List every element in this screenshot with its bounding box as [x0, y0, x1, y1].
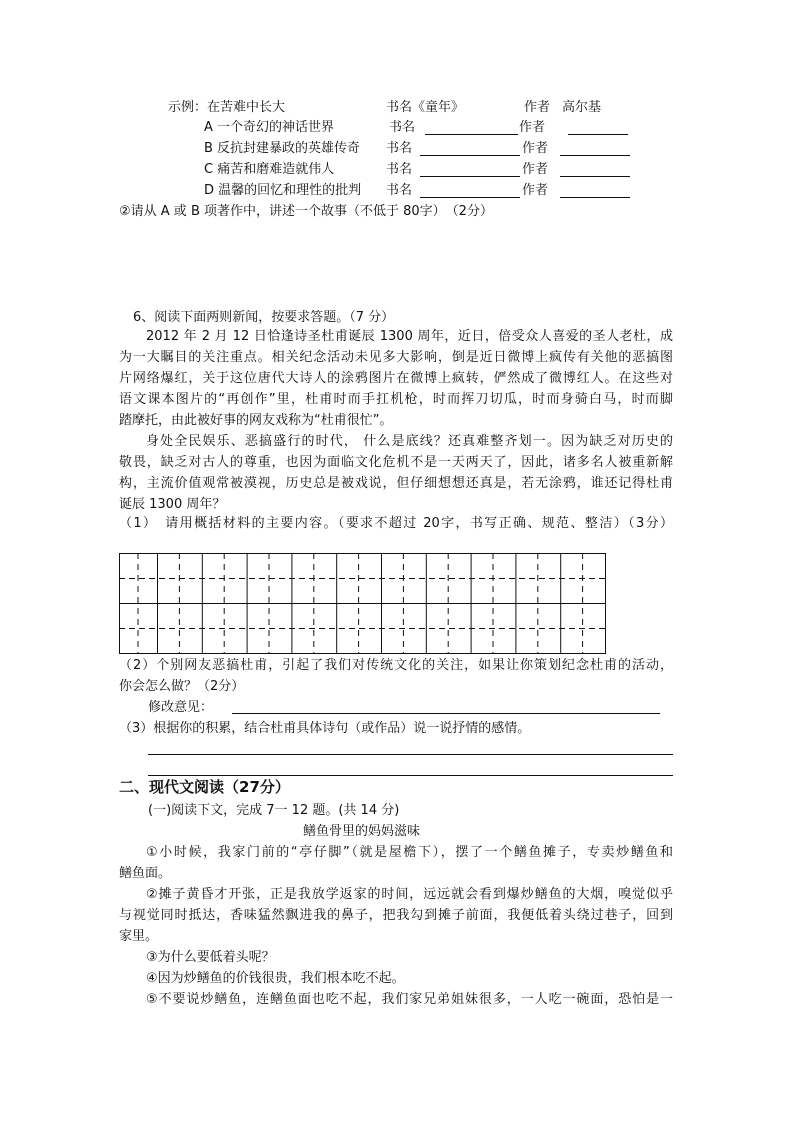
story-question: ②请从 A 或 B 项著作中，讲述一个故事（不低于 80字） （2分） [119, 204, 493, 219]
para1-line: 片网络爆红，关于这位唐代大诗人的涂鸦图片在微博上疯转，俨然成了微博红人。在这些对 [119, 371, 673, 386]
option-a: A 一个奇幻的神话世界 [204, 120, 335, 135]
section-intro: (一)阅读下文，完成 7一 12 题。(共 14 分) [148, 803, 400, 818]
para2-line: 诞辰 1300 周年？ [119, 497, 226, 512]
book-label-b: 书名 [386, 141, 413, 156]
article-line: 鳝鱼面。 [119, 866, 172, 881]
article-line: ①小时候，我家门前的“亭仔脚”（就是屋檐下），摆了一个鳝鱼摊子，专卖炒鳝鱼和 [146, 845, 673, 860]
author-label-d: 作者 [522, 183, 549, 198]
example-author: 高尔基 [562, 100, 602, 115]
answer-line-2[interactable] [148, 775, 673, 776]
sub-question-2-line: 你会怎么做？（2分） [119, 679, 245, 694]
article-line: 与视觉同时抵达，香味猛然飘进我的鼻子，把我勾到摊子前面，我便低着头绕过巷子，回到 [119, 908, 673, 923]
author-blank-b[interactable] [560, 155, 630, 156]
author-blank-d[interactable] [560, 197, 630, 198]
book-label-a: 书名 [389, 120, 416, 135]
author-label-b: 作者 [522, 141, 549, 156]
section-heading: 二、现代文阅读（27分） [119, 778, 290, 796]
revise-blank[interactable] [232, 713, 660, 714]
author-label-a: 作者 [519, 120, 546, 135]
example-prefix: 示例：在苦难中长大 [168, 100, 286, 115]
book-blank-b[interactable] [420, 155, 520, 156]
book-label-c: 书名 [386, 162, 413, 177]
q6-title: 6、阅读下面两则新闻，按要求答题。（7 分） [133, 310, 395, 325]
book-blank-a[interactable] [425, 134, 518, 135]
example-author-label: 作者 [524, 100, 551, 115]
article-title: 鳝鱼骨里的妈妈滋味 [303, 824, 421, 839]
answer-line-1[interactable] [148, 754, 673, 755]
para1-line: 语文课本图片的“再创作”里，杜甫时而手扛机枪，时而挥刀切瓜，时而身骑白马，时而脚 [119, 392, 673, 407]
grid-solid-lines [119, 554, 606, 654]
sub-question-3: （3）根据你的积累，结合杜甫具体诗句（或作品）说一说抒情的感情。 [119, 721, 531, 736]
book-blank-d[interactable] [420, 197, 520, 198]
para2-line: 构，主流价值观常被漠视，历史总是被戏说，但仔细想想还真是，若无涂鸦，谁还记得杜甫 [119, 476, 673, 491]
article-line: ②摊子黄昏才开张，正是我放学返家的时间，远远就会看到爆炒鳝鱼的大烟，嗅觉似乎 [146, 887, 673, 902]
article-line: ③为什么要低着头呢？ [146, 950, 275, 965]
para2-line: 敬畏，缺乏对古人的尊重，也因为面临文化危机不是一天两天了，因此，诸多名人被重新解 [119, 455, 673, 470]
author-blank-a[interactable] [568, 134, 628, 135]
book-blank-c[interactable] [420, 176, 520, 177]
para2-line: 身处全民娱乐、恶搞盛行的时代， 什么是底线？还真难整齐划一。因为缺乏对历史的 [146, 434, 673, 449]
book-label-d: 书名 [386, 183, 413, 198]
para1-line: 2012 年 2 月 12 日恰逢诗圣杜甫诞辰 1300 周年，近日，倍受众人喜爱的圣人老杜，成 [146, 329, 673, 344]
article-line: ④因为炒鳝鱼的价钱很贵，我们根本吃不起。 [146, 971, 405, 986]
revise-label: 修改意见： [148, 700, 214, 715]
para1-line: 为一大瞩目的关注重点。相关纪念活动未见多大影响，倒是近日微博上疯传有关他的恶搞图 [119, 350, 673, 365]
example-book: 书名《童年》 [386, 100, 465, 115]
option-b: B 反抗封建暴政的英雄传奇 [204, 141, 361, 156]
para1-line: 踏摩托，由此被好事的网友戏称为“杜甫很忙”。 [119, 413, 393, 428]
author-blank-c[interactable] [560, 176, 630, 177]
author-label-c: 作者 [522, 162, 549, 177]
sub-question-2-line: （2）个别网友恶搞杜甫，引起了我们对传统文化的关注，如果让你策划纪念杜甫的活动， [119, 658, 673, 673]
answer-grid[interactable] [119, 553, 609, 655]
sub-question-1: （1） 请用概括材料的主要内容。（要求不超过 20字，书写正确、规范、整洁）（3分） [119, 516, 673, 531]
article-line: ⑤不要说炒鳝鱼，连鳝鱼面也吃不起，我们家兄弟姐妹很多，一人吃一碗面，恐怕是一 [146, 992, 673, 1007]
article-line: 家里。 [119, 929, 159, 944]
option-d: D 温馨的回忆和理性的批判 [204, 183, 362, 198]
option-c: C 痛苦和磨难造就伟人 [204, 162, 335, 177]
